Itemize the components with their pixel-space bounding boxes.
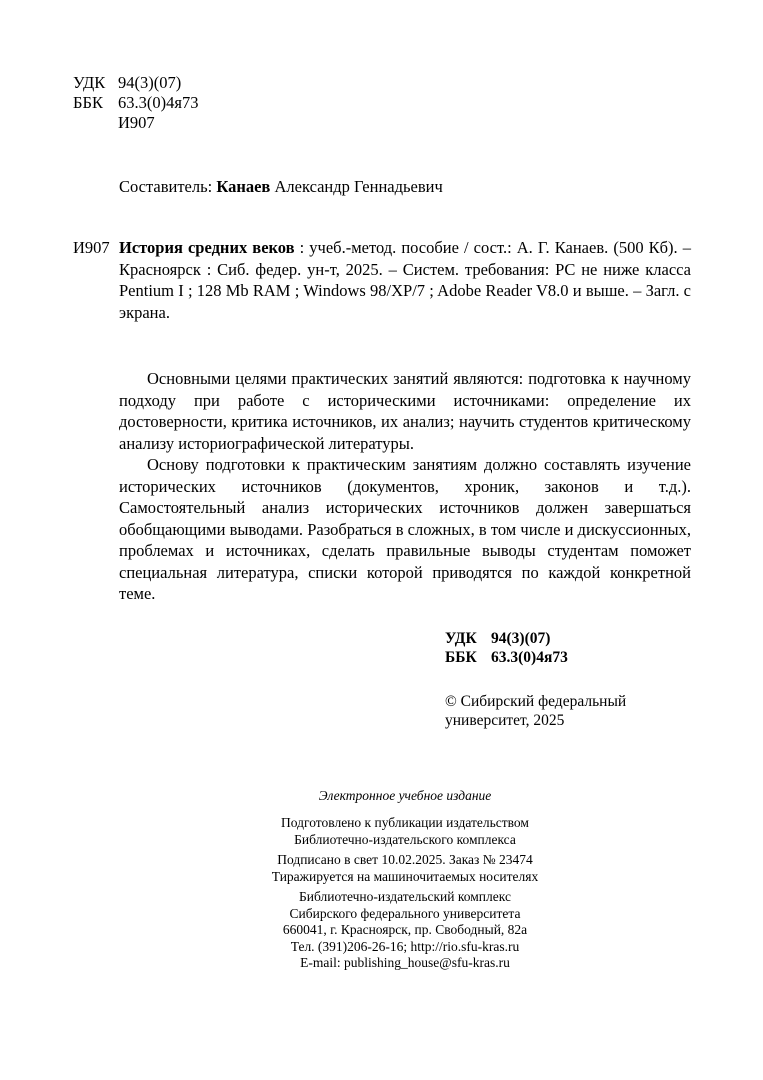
classification-codes-bold — [445, 629, 568, 667]
bibliographic-record — [73, 237, 691, 323]
compiler-surname: Канаев — [216, 177, 271, 196]
compiler-label: Составитель: — [119, 177, 213, 196]
author-mark-row — [73, 113, 198, 133]
bbk-value-bold: 63.3(0)4я73 — [491, 649, 568, 666]
bbk-row-bold — [445, 648, 568, 667]
author-mark: И907 — [118, 113, 155, 132]
publisher-line-1: Библиотечно-издательский комплекс — [299, 889, 511, 904]
signed-line: Подписано в свет 10.02.2025. Заказ № 23474 — [277, 852, 533, 867]
publisher-info — [200, 889, 610, 972]
udk-label: УДК — [73, 73, 106, 92]
copyright-line-1: © Сибирский федеральный — [445, 693, 627, 710]
udk-row — [73, 73, 198, 93]
prepared-line-1: Подготовлено к публикации издательством — [281, 815, 529, 830]
abstract — [119, 368, 691, 605]
compiler-given-names: Александр Геннадьевич — [274, 177, 443, 196]
publisher-phone: Тел. (391)206-26-16; http://rio.sfu-kras.ru — [290, 938, 520, 954]
bbk-label-bold: ББК — [445, 649, 477, 666]
udk-label-bold: УДК — [445, 630, 477, 647]
copyright-line-2: университет, 2025 — [445, 712, 565, 729]
bibliographic-mark: И907 — [73, 238, 110, 257]
bibliographic-text — [119, 237, 691, 323]
abstract-paragraph-2: Основу подготовки к практическим занятиям должно составлять изучение исторических источников (документов, хроник, законов и т.д.). Самостоятельный анализ исторических источников должен завершаться обобщающими выводами. Разобраться в сложных, в том числе и дискуссионных, проблемах и источниках, сделать правильные выводы студентам поможет специальная литература, списки которой приводятся по каждой конкретной теме. — [119, 455, 691, 603]
bibliographic-details: : учеб.-метод. пособие / сост.: А. Г. Канаев. (500 Кб). – Красноярск : Сиб. федер. ун-т, 2025. – Систем. требования: PC не ниже класса Pentium I ; 128 Mb RAM ; Windows 98/XP/7 ; Adobe Reader V8.0 и выше. – Загл. с экрана. — [119, 238, 691, 322]
edition-type-text: Электронное учебное издание — [318, 788, 492, 803]
udk-row-bold — [445, 629, 568, 648]
bbk-value: 63.3(0)4я73 — [118, 93, 199, 112]
udk-value: 94(3)(07) — [118, 73, 182, 92]
book-title: История средних веков — [119, 238, 295, 257]
replicated-line: Тиражируется на машиночитаемых носителях — [271, 868, 539, 884]
bbk-label: ББК — [73, 93, 103, 112]
preparation-note — [200, 815, 610, 848]
bbk-row — [73, 93, 198, 113]
abstract-paragraph-1: Основными целями практических занятий являются: подготовка к научному подходу при работе с историческими источниками: определение их достоверности, критика источников, их анализ; научить студентов критическому анализу историографической литературы. — [119, 369, 691, 453]
udk-value-bold: 94(3)(07) — [491, 630, 551, 647]
publisher-address: 660041, г. Красноярск, пр. Свободный, 82а — [282, 922, 528, 937]
compiler-line — [119, 177, 443, 197]
classification-block — [73, 73, 198, 133]
publisher-line-2: Сибирского федерального университета — [289, 905, 521, 921]
signing-note — [200, 852, 610, 885]
edition-type — [200, 788, 610, 805]
copyright-notice — [445, 692, 626, 730]
publisher-email: E-mail: publishing_house@sfu-kras.ru — [300, 955, 510, 970]
prepared-line-2: Библиотечно-издательского комплекса — [294, 831, 516, 847]
